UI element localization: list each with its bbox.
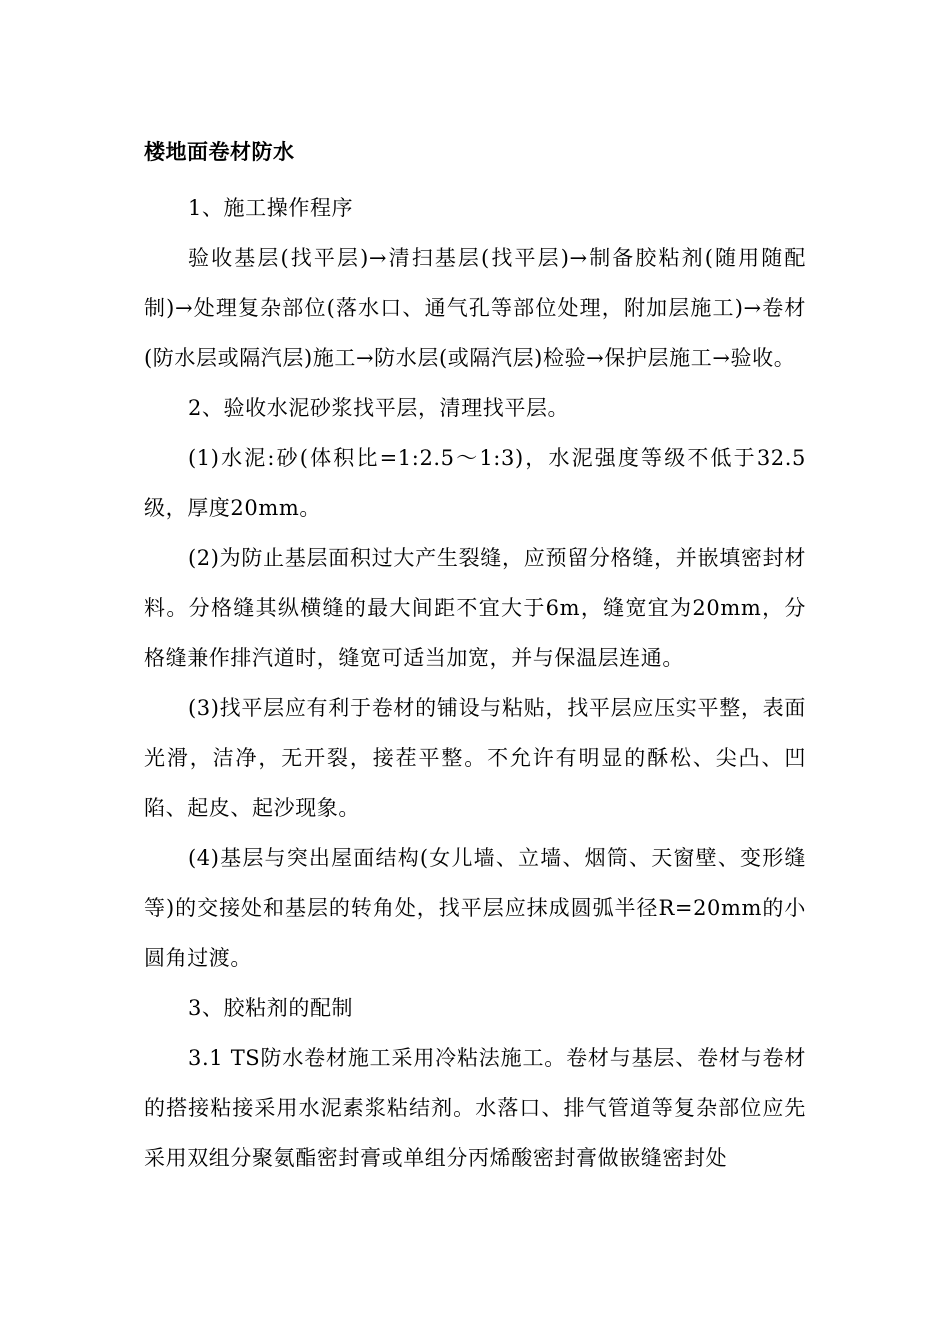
- paragraph-3-1: 3.1 TS防水卷材施工采用冷粘法施工。卷材与基层、卷材与卷材的搭接粘接采用水泥素浆粘结剂。水落口、排气管道等复杂部位应先采用双组分聚氨酯密封膏或单组分丙烯酸密封膏做嵌缝密封处: [144, 1046, 806, 1170]
- section-heading-2: 2、验收水泥砂浆找平层，清理找平层。: [188, 396, 570, 420]
- paragraph-item-2: (2)为防止基层面积过大产生裂缝，应预留分格缝，并嵌填密封材料。分格缝其纵横缝的最大间距不宜大于6m，缝宽宜为20mm，分格缝兼作排汽道时，缝宽可适当加宽，并与保温层连通。: [144, 546, 806, 670]
- paragraph-procedure: 验收基层(找平层)→清扫基层(找平层)→制备胶粘剂(随用随配制)→处理复杂部位(落水口、通气孔等部位处理，附加层施工)→卷材(防水层或隔汽层)施工→防水层(或隔汽层)检验→保护层施工→验收。: [144, 246, 806, 370]
- section-heading-3: 3、胶粘剂的配制: [188, 996, 354, 1020]
- document-body: [144, 134, 806, 1183]
- paragraph-item-4: (4)基层与突出屋面结构(女儿墙、立墙、烟筒、天窗壁、变形缝等)的交接处和基层的转角处，找平层应抹成圆弧半径R=20mm的小圆角过渡。: [144, 846, 806, 970]
- paragraph-item-1: (1)水泥:砂(体积比=1:2.5～1:3)，水泥强度等级不低于32.5级，厚度20mm。: [144, 446, 806, 520]
- section-heading-1: 1、施工操作程序: [188, 196, 354, 220]
- paragraph-item-3: (3)找平层应有利于卷材的铺设与粘贴，找平层应压实平整，表面光滑，洁净，无开裂，接茬平整。不允许有明显的酥松、尖凸、凹陷、起皮、起沙现象。: [144, 696, 806, 820]
- document-title: 楼地面卷材防水: [144, 140, 295, 164]
